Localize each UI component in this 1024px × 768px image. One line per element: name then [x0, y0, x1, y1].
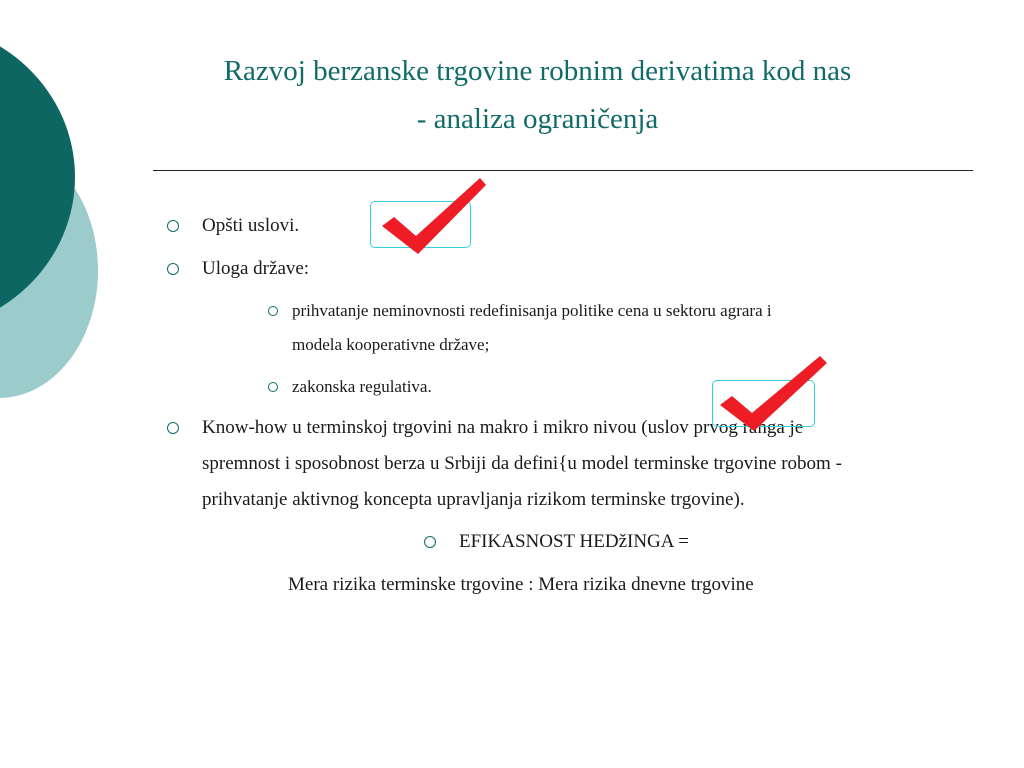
- check-mark-glyph: [370, 180, 490, 260]
- formula-mera: Mera rizika terminske trgovine : Mera rizika dnevne trgovine: [288, 574, 754, 595]
- bullet-uloga-drzave: Uloga države:: [202, 258, 310, 279]
- bullet-icon: [424, 536, 436, 548]
- check-mark-icon: [712, 355, 832, 435]
- slide-title-line-2: - analiza ograničenja: [416, 103, 659, 135]
- bullet-icon: [167, 220, 179, 232]
- sub-bullet-icon: [268, 306, 278, 316]
- sub-bullet-prihvatanje-line-1: prihvatanje neminovnosti redefinisanja politike cena u sektoru agrara i: [292, 301, 772, 320]
- bullet-knowhow-line-1: Know-how u terminskoj trgovini na makro i mikro nivou (uslov prvog ranga je: [202, 417, 804, 438]
- bullet-opsti-uslovi: Opšti uslovi.: [202, 215, 300, 236]
- sub-bullet-prihvatanje-line-2: modela kooperativne države;: [292, 335, 490, 354]
- bullet-knowhow-line-2: spremnost i sposobnost berza u Srbiji da defini{u model terminske trgovine robom -: [202, 453, 842, 474]
- bullet-icon: [167, 263, 179, 275]
- sub-bullet-zakonska: zakonska regulativa.: [292, 377, 432, 396]
- bullet-efikasnost: EFIKASNOST HEDžINGA =: [459, 531, 689, 552]
- bullet-knowhow-line-3: prihvatanje aktivnog koncepta upravljanja rizikom terminske trgovine).: [202, 489, 745, 510]
- bullet-icon: [167, 422, 179, 434]
- sub-bullet-icon: [268, 382, 278, 392]
- slide-title-line-1: Razvoj berzanske trgovine robnim derivatima kod nas: [223, 55, 852, 87]
- check-mark-glyph: [712, 355, 832, 435]
- check-mark-icon: [370, 180, 490, 260]
- title-divider: [153, 170, 973, 171]
